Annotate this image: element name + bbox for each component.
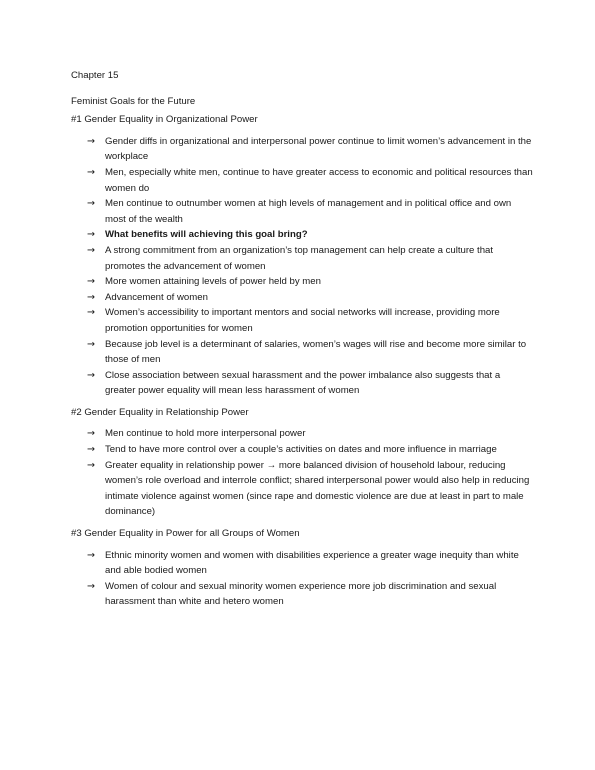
list-item xyxy=(87,579,533,610)
right-arrow-icon: → xyxy=(87,198,96,210)
right-arrow-icon: → xyxy=(87,135,96,147)
list-item xyxy=(87,305,533,336)
bullet-text: Men, especially white men, continue to have greater access to economic and political resources than women do xyxy=(105,166,533,194)
bullet-text: Women’s accessibility to important mentors and social networks will increase, providing more promotion opportunities for women xyxy=(105,307,500,334)
document-title: Feminist Goals for the Future xyxy=(71,95,196,107)
list-item xyxy=(87,274,533,290)
list-item xyxy=(87,165,533,196)
section-3-bullet-list xyxy=(71,548,531,610)
list-item xyxy=(87,337,533,368)
chapter-label: Chapter 15 xyxy=(71,70,119,81)
right-arrow-icon: → xyxy=(87,580,96,592)
bullet-text: Close association between sexual harassment and the power imbalance also suggests that a greater power equality will mean less harassment of women xyxy=(105,369,501,397)
list-item xyxy=(87,134,533,165)
list-item xyxy=(87,290,533,306)
list-item xyxy=(87,548,533,579)
bullet-text: Women of colour and sexual minority women experience more job discrimination and sexual harassment than white and hetero women xyxy=(105,580,497,608)
bullet-text: Because job level is a determinant of salaries, women’s wages will rise and become more similar to those of men xyxy=(105,338,527,366)
bullet-text: More women attaining levels of power held by men xyxy=(105,276,321,288)
list-item xyxy=(87,368,533,399)
bullet-text: Greater equality in relationship power → more balanced division of household labour, reducing women’s role overload and interrole conflict; shared interpersonal power would also help in reducing intimate violence against women (since rape and domestic violence are due at least in part to male dominance) xyxy=(105,459,530,518)
right-arrow-icon: → xyxy=(87,338,96,350)
section-heading-2: #2 Gender Equality in Relationship Power xyxy=(71,406,249,418)
document-page xyxy=(71,68,531,616)
list-item xyxy=(87,426,533,442)
bullet-text: Gender diffs in organizational and interpersonal power continue to limit women’s advancement in the workplace xyxy=(105,135,532,163)
bullet-text: Advancement of women xyxy=(105,291,208,303)
list-item xyxy=(87,442,533,458)
right-arrow-icon: → xyxy=(87,244,96,256)
bullet-text: Ethnic minority women and women with disabilities experience a greater wage inequity than white and able bodied women xyxy=(105,549,519,577)
right-arrow-icon: → xyxy=(87,428,96,440)
bullet-text: Tend to have more control over a couple’s activities on dates and more influence in marriage xyxy=(105,444,497,456)
section-1-bullet-list xyxy=(71,134,531,399)
right-arrow-icon: → xyxy=(87,549,96,561)
bullet-text: A strong commitment from an organization’s top management can help create a culture that promotes the advancement of women xyxy=(105,244,494,272)
right-arrow-icon: → xyxy=(87,444,96,456)
right-arrow-icon: → xyxy=(87,459,96,471)
right-arrow-icon: → xyxy=(87,229,96,241)
list-item xyxy=(87,196,533,227)
section-heading-1: #1 Gender Equality in Organizational Power xyxy=(71,114,258,126)
right-arrow-icon: → xyxy=(87,307,96,319)
right-arrow-icon: → xyxy=(87,291,96,303)
bullet-text: Men continue to outnumber women at high levels of management and in political office and own most of the wealth xyxy=(105,198,512,225)
list-item xyxy=(87,458,533,520)
list-item xyxy=(87,243,533,274)
list-item xyxy=(87,227,533,243)
bullet-text: Men continue to hold more interpersonal power xyxy=(105,428,306,440)
section-2-bullet-list xyxy=(71,426,531,520)
right-arrow-icon: → xyxy=(87,369,96,381)
bullet-text-question: What benefits will achieving this goal bring? xyxy=(105,229,308,241)
right-arrow-icon: → xyxy=(87,276,96,288)
section-heading-3: #3 Gender Equality in Power for all Groups of Women xyxy=(71,528,300,540)
right-arrow-icon: → xyxy=(87,166,96,178)
